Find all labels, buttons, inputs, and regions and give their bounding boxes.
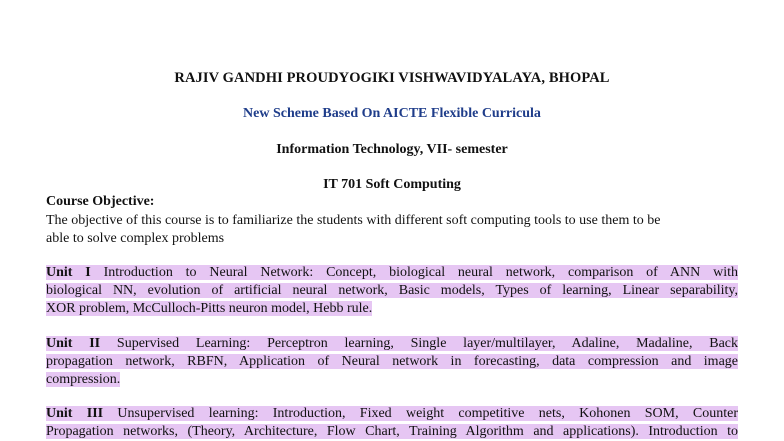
unit-2-line-3 — [46, 371, 738, 389]
objective-line-1: The objective of this course is to familiarize the students with different soft computing tools to use them to be — [46, 213, 661, 228]
unit-3-line-2 — [46, 423, 738, 441]
program-title: Information Technology, VII- semester — [276, 142, 508, 157]
unit-2-text-2: propagation network, RBFN, Application of Neural network in forecasting, data compression and image — [46, 354, 738, 369]
unit-1-block — [46, 264, 738, 318]
university-title: RAJIV GANDHI PROUDYOGIKI VISHWAVIDYALAYA, BHOPAL — [174, 70, 610, 86]
unit-1-text-1: Introduction to Neural Network: Concept, biological neural network, comparison of ANN with — [103, 265, 738, 280]
unit-1-text-2: biological NN, evolution of artificial neural network, Basic models, Types of learning, Linear separability, — [46, 283, 738, 298]
objective-line-2: able to solve complex problems — [46, 231, 225, 246]
unit-2-text-1: Supervised Learning: Perceptron learning, Single layer/multilayer, Adaline, Madaline, Back — [116, 336, 738, 351]
unit-1-text-3: XOR problem, McCulloch-Pitts neuron model, Hebb rule. — [46, 301, 373, 316]
unit-2-line-2 — [46, 353, 738, 371]
course-objective-heading: Course Objective: — [46, 194, 155, 209]
unit-1-line-1 — [46, 264, 738, 282]
unit-2-line-1 — [46, 335, 738, 353]
unit-2-text-3: compression. — [46, 372, 121, 387]
unit-2-label: Unit II — [46, 336, 101, 351]
unit-1-label: Unit I — [46, 265, 91, 280]
unit-3-block — [46, 405, 738, 441]
course-title: IT 701 Soft Computing — [323, 177, 461, 192]
unit-1-line-3 — [46, 300, 738, 318]
unit-3-text-2: Propagation networks, (Theory, Architecture, Flow Chart, Training Algorithm and applications). Introduction to — [46, 424, 738, 439]
unit-2-block — [46, 335, 738, 389]
scheme-subtitle: New Scheme Based On AICTE Flexible Curricula — [243, 106, 541, 121]
unit-3-text-1: Unsupervised learning: Introduction, Fixed weight competitive nets, Kohonen SOM, Counter — [117, 406, 738, 421]
unit-1-line-2 — [46, 282, 738, 300]
unit-3-label: Unit III — [46, 406, 104, 421]
course-objective-text — [46, 212, 738, 248]
unit-3-line-1 — [46, 405, 738, 423]
